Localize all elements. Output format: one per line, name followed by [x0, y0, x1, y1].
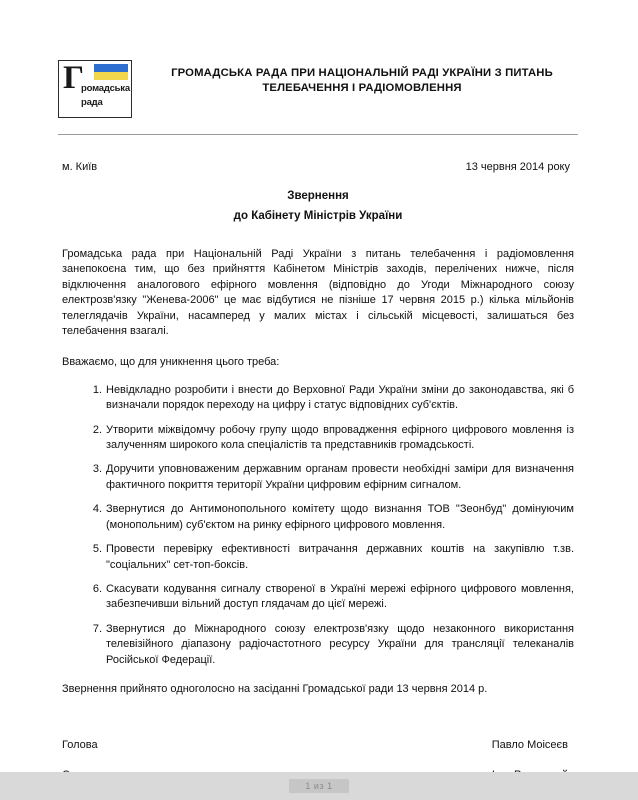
viewer-footer-bar — [0, 772, 638, 800]
list-item: Звернутися до Антимонопольного комітету щодо визнання ТОВ "Зеонбуд" домінуючим (монопольним) суб'єктом на ринку ефірного цифрового мовлення. — [106, 503, 574, 531]
list-item: Звернутися до Міжнародного союзу електрозв'язку щодо незаконного використання телевізійного діапазону радіочастотного ресурсу України для трансляції телеканалів Російської Федерації. — [106, 622, 574, 666]
logo-word-one: ромадська — [81, 83, 130, 94]
ukraine-flag-icon — [94, 64, 128, 80]
subject-addressee: до Кабінету Міністрів України — [233, 210, 403, 222]
list-item: Утворити міжвідомчу робочу групу щодо впровадження ефірного цифрового мовлення із залученням широкого кола спеціалістів та представників громадськості. — [106, 423, 574, 452]
logo-word-two: рада — [81, 97, 103, 108]
lead-in-paragraph: Вважаємо, що для уникнення цього треба: — [62, 356, 280, 369]
logo-letter: Г — [63, 60, 84, 96]
list-item: Провести перевірку ефективності витрачання державних коштів на закупівлю т.зв. "соціальних" сет-топ-боксів. — [106, 543, 574, 571]
list-item: Доручити уповноваженим державним органам провести необхідні заміри для визначення фактичного покриття території України цифровим ефірним сигналом. — [106, 463, 574, 491]
organization-logo-icon — [58, 60, 132, 118]
subject-title: Звернення — [287, 190, 349, 202]
document-subject — [58, 187, 578, 225]
list-item: Скасувати кодування сигналу створеної в Україні мережі ефірного цифрового мовлення, забезпечивши вільний доступ глядачам до цієї мережі. — [106, 582, 574, 611]
list-item: Невідкладно розробити і внести до Верховної Ради України зміни до законодавства, які б визначали порядок переходу на цифру і статус відповідних суб'єктів. — [106, 383, 574, 412]
page-title — [146, 60, 578, 96]
title-line-1: ГРОМАДСЬКА РАДА ПРИ НАЦІОНАЛЬНІЙ РАДІ УКРАЇНИ З ПИТАНЬ — [171, 67, 553, 79]
header-divider — [58, 134, 578, 135]
meta-place: м. Київ — [62, 161, 98, 173]
page-indicator: 1 из 1 — [289, 779, 348, 793]
signature-name: Павло Моісеєв — [491, 739, 568, 752]
signature-role: Голова — [62, 739, 98, 752]
meta-date: 13 червня 2014 року — [465, 161, 570, 173]
closing-paragraph: Звернення прийнято одноголосно на засіданні Громадської ради 13 червня 2014 р. — [62, 682, 488, 695]
document-meta — [58, 161, 578, 173]
document-header — [58, 60, 578, 118]
demand-list — [58, 383, 578, 668]
signature-row — [62, 739, 568, 751]
intro-paragraph: Громадська рада при Національній Раді України з питань телебачення і радіомовлення занепокоєна тим, що без прийняття Кабінетом Міністрів заходів, перелічених нижче, після відключення аналогового ефірного мовлення (відповідно до Угоди Міжнародного союзу електрозв'язку "Женева-2006" це має відбутися не пізніше 17 червня 2015 р.) кілька мільйонів телеглядачів України, насамперед у малих містах і сільській місцевості, залишаться без телебачення взагалі. — [62, 248, 574, 338]
title-line-2: ТЕЛЕБАЧЕННЯ І РАДІОМОВЛЕННЯ — [262, 82, 462, 94]
